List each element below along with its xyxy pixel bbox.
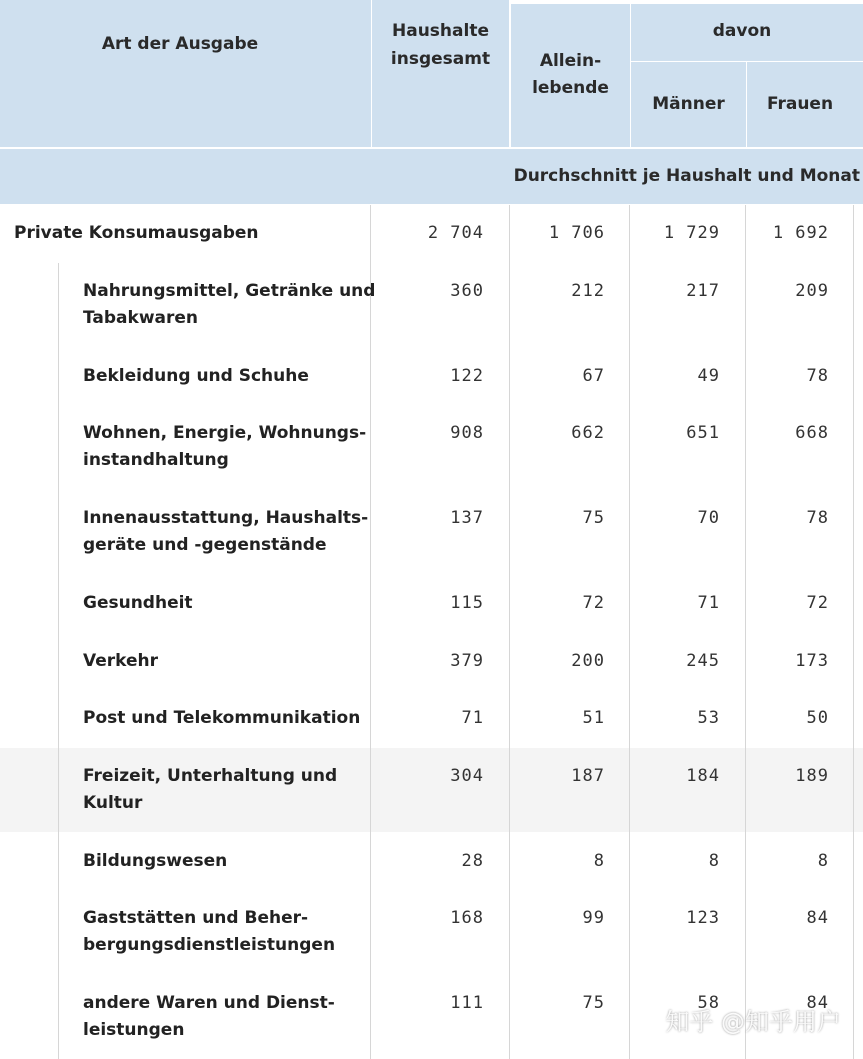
row-value-frauen: 78 [806,508,829,528]
row-value-haushalte: 168 [450,908,484,928]
row-label-line2: Kultur [83,793,143,813]
grid-line-col4 [745,205,746,1059]
row-label-line1: Innenausstattung, Haushalts- [83,508,369,528]
total-value-frauen: 1 692 [772,223,829,243]
row-value-frauen: 84 [806,993,829,1013]
row-label-line1: Bekleidung und Schuhe [83,366,309,386]
row-value-frauen: 173 [795,651,829,671]
row-label-line1: Bildungswesen [83,851,228,871]
row-value-allein: 187 [571,766,605,786]
header-davon-label: davon [712,21,772,41]
row-value-haushalte: 71 [461,708,484,728]
row-value-allein: 212 [571,281,605,301]
total-value-haushalte: 2 704 [427,223,484,243]
header-art-label: Art der Ausgabe [101,34,259,54]
row-value-frauen: 50 [806,708,829,728]
row-value-maenner: 123 [686,908,720,928]
row-value-frauen: 78 [806,366,829,386]
row-value-maenner: 651 [686,423,720,443]
row-label-line2: bergungsdienstleistungen [83,935,336,955]
row-value-haushalte: 908 [450,423,484,443]
row-value-allein: 662 [571,423,605,443]
row-value-frauen: 72 [806,593,829,613]
total-row-label: Private Konsumausgaben [14,223,259,243]
row-value-frauen: 84 [806,908,829,928]
row-value-allein: 72 [582,593,605,613]
row-label-line1: Nahrungsmittel, Getränke und [83,281,376,301]
row-value-maenner: 184 [686,766,720,786]
row-value-haushalte: 360 [450,281,484,301]
header-frauen-label: Frauen [766,94,834,114]
row-label-line1: Freizeit, Unterhaltung und [83,766,338,786]
row-value-frauen: 209 [795,281,829,301]
row-value-maenner: 49 [697,366,720,386]
header-haushalte-line1: Haushalte [392,21,489,41]
row-label-line1: Gaststätten und Beher- [83,908,309,928]
grid-line-col5 [853,205,854,1059]
row-value-allein: 67 [582,366,605,386]
watermark-text: 知乎 @知乎用户 [665,1008,841,1036]
row-label-line1: Gesundheit [83,593,193,613]
header-art-cell [0,0,371,147]
row-value-maenner: 245 [686,651,720,671]
header-allein-line1: Allein- [539,51,602,71]
row-label-line1: Verkehr [83,651,159,671]
row-value-allein: 75 [582,993,605,1013]
row-label-line2: leistungen [83,1020,185,1040]
grid-line-col1 [370,205,371,1059]
row-label-line1: Wohnen, Energie, Wohnungs- [83,423,367,443]
header-haushalte-line2: insgesamt [390,49,491,69]
row-label-line2: geräte und -gegenstände [83,535,327,555]
grid-line-col3 [629,205,630,1059]
grid-line-indent [58,263,59,1059]
row-value-haushalte: 28 [461,851,484,871]
row-label-line2: instandhaltung [83,450,229,470]
total-value-allein: 1 706 [548,223,605,243]
row-value-haushalte: 379 [450,651,484,671]
row-value-frauen: 8 [817,851,829,871]
row-value-allein: 200 [571,651,605,671]
header-maenner-label: Männer [652,94,725,114]
row-value-haushalte: 111 [450,993,484,1013]
grid-line-col2 [509,205,510,1059]
row-value-maenner: 8 [708,851,720,871]
row-value-allein: 51 [582,708,605,728]
row-value-maenner: 58 [697,993,720,1013]
row-value-haushalte: 115 [450,593,484,613]
row-label-line1: andere Waren und Dienst- [83,993,335,1013]
row-value-allein: 99 [582,908,605,928]
total-value-maenner: 1 729 [663,223,720,243]
row-value-haushalte: 122 [450,366,484,386]
header-allein-line2: lebende [532,78,609,98]
row-value-maenner: 70 [697,508,720,528]
row-value-haushalte: 137 [450,508,484,528]
header-subtitle-label: Durchschnitt je Haushalt und Monat [513,166,860,186]
row-value-allein: 8 [593,851,605,871]
row-value-maenner: 71 [697,593,720,613]
row-label-line2: Tabakwaren [83,308,199,328]
row-value-frauen: 668 [795,423,829,443]
row-value-maenner: 217 [686,281,720,301]
row-value-haushalte: 304 [450,766,484,786]
row-label-line1: Post und Telekommunikation [83,708,361,728]
row-value-allein: 75 [582,508,605,528]
row-value-maenner: 53 [697,708,720,728]
row-value-frauen: 189 [795,766,829,786]
